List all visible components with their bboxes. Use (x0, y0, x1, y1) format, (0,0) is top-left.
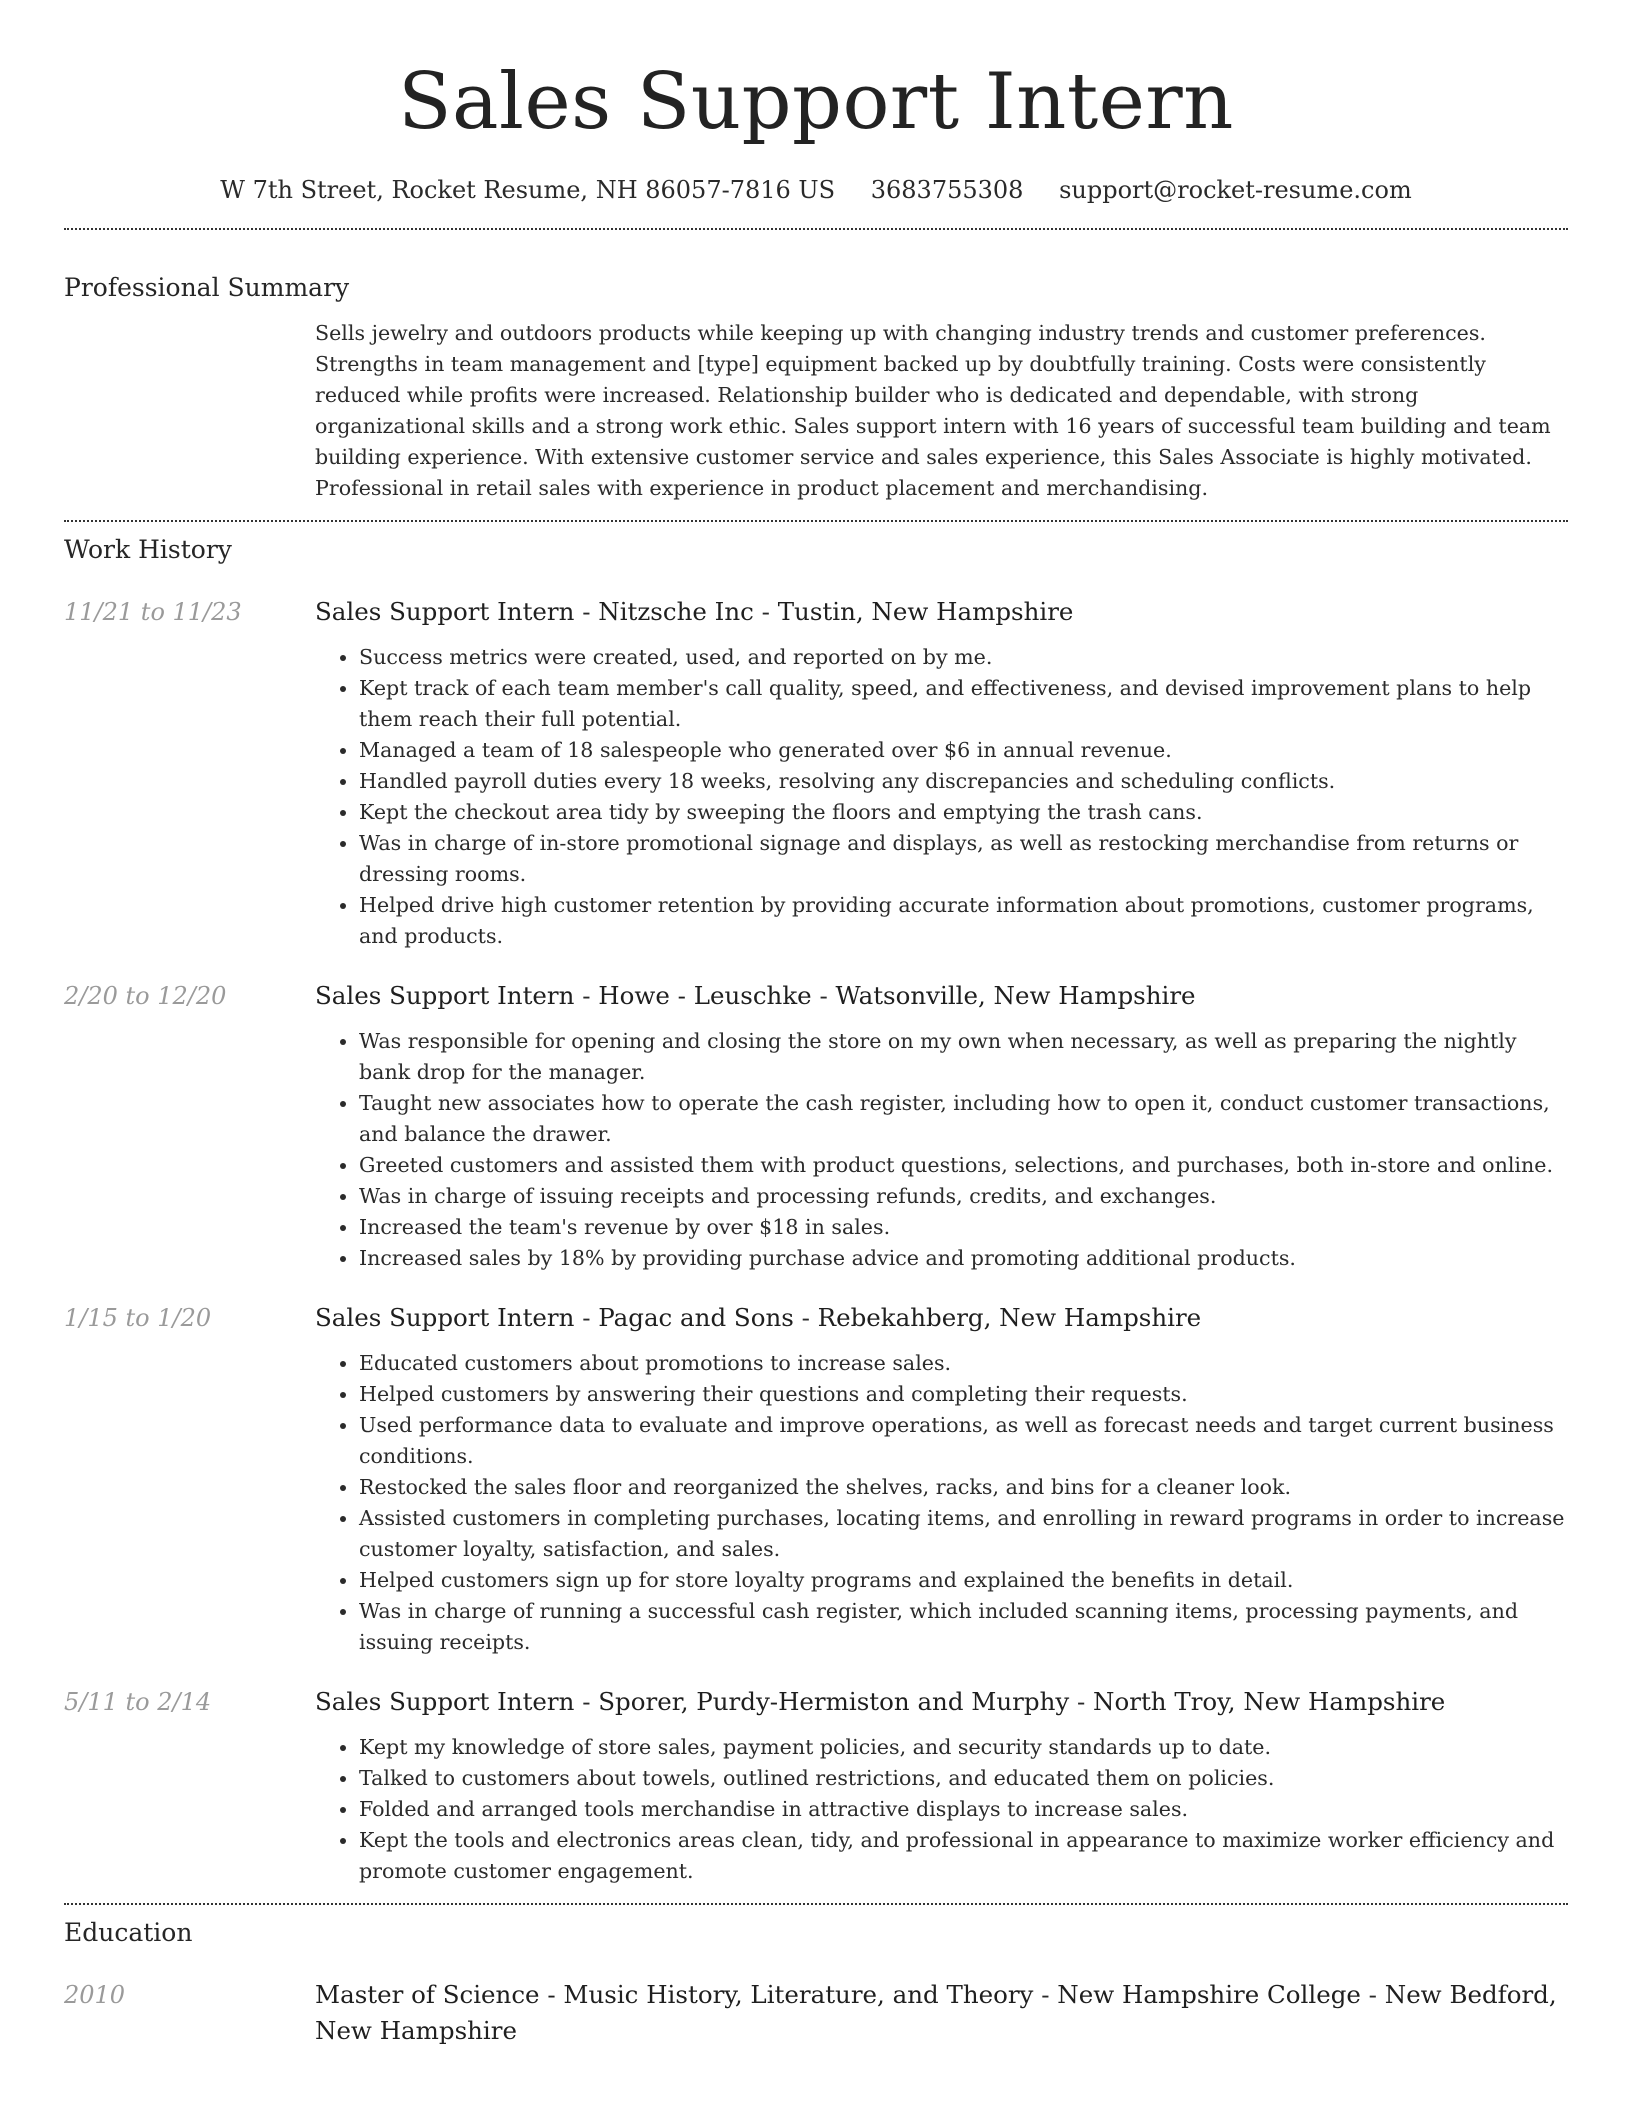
job-bullet: • Assisted customers in completing purchases, locating items, and enrolling in reward programs in order to increase customer loyalty, satisfaction, and sales. (359, 1503, 1568, 1565)
job-location: Tustin, New Hampshire (777, 597, 1074, 626)
job-bullet: • Kept track of each team member's call quality, speed, and effectiveness, and devised improvement plans to help them reach their full potential. (359, 673, 1568, 735)
summary-heading: Professional Summary (64, 273, 350, 302)
job-bullet: • Helped customers by answering their questions and completing their requests. (359, 1379, 1568, 1410)
job-bullet: • Kept the tools and electronics areas clean, tidy, and professional in appearance to maximize worker efficiency and promote customer engagement. (359, 1825, 1568, 1887)
contact-phone: 3683755308 (870, 176, 1024, 204)
job-heading (315, 1300, 1568, 1336)
job-bullets (315, 1348, 1568, 1658)
job-bullet: • Educated customers about promotions to increase sales. (359, 1348, 1568, 1379)
contact-line (64, 172, 1568, 208)
education-heading: Education (64, 1918, 193, 1947)
job-company: Pagac and Sons (598, 1303, 794, 1332)
job-role: Sales Support Intern (315, 981, 575, 1010)
education-entry (64, 1977, 1568, 2049)
job-bullets (315, 1026, 1568, 1274)
heading-separator: - (574, 597, 599, 626)
heading-separator: - (811, 981, 836, 1010)
job-heading (315, 1684, 1568, 1720)
education-divider (64, 1903, 1568, 1905)
job-bullet: • Was in charge of running a successful cash register, which included scanning items, processing payments, and issuing receipts. (359, 1596, 1568, 1658)
job-bullet: • Was responsible for opening and closing the store on my own when necessary, as well as preparing the nightly bank drop for the manager. (359, 1026, 1568, 1088)
heading-separator: - (753, 597, 778, 626)
job-bullet: • Increased the team's revenue by over $18 in sales. (359, 1212, 1568, 1243)
job-entry (64, 1684, 1568, 1887)
job-bullet: • Handled payroll duties every 18 weeks, resolving any discrepancies and scheduling conflicts. (359, 766, 1568, 797)
job-bullet: • Talked to customers about towels, outlined restrictions, and educated them on policies. (359, 1763, 1568, 1794)
heading-separator: - (574, 981, 599, 1010)
job-bullet: • Was in charge of issuing receipts and processing refunds, credits, and exchanges. (359, 1181, 1568, 1212)
job-date: 11/21 to 11/23 (64, 598, 242, 626)
job-bullet: • Helped drive high customer retention by providing accurate information about promotions, customer programs, and products. (359, 890, 1568, 952)
job-date: 1/15 to 1/20 (64, 1304, 212, 1332)
job-date: 5/11 to 2/14 (64, 1688, 212, 1716)
job-details (315, 1684, 1568, 1887)
header-divider (64, 228, 1568, 230)
job-company: Nitzsche Inc (598, 597, 754, 626)
job-bullets (315, 642, 1568, 952)
work-history-heading: Work History (64, 535, 232, 564)
job-bullet: • Kept the checkout area tidy by sweeping the floors and emptying the trash cans. (359, 797, 1568, 828)
education-school: New Hampshire College (1057, 1980, 1361, 2009)
job-bullet: • Increased sales by 18% by providing purchase advice and promoting additional products. (359, 1243, 1568, 1274)
job-role: Sales Support Intern (315, 1687, 575, 1716)
heading-separator: - (1033, 1980, 1058, 2009)
job-bullet: • Success metrics were created, used, and reported on by me. (359, 642, 1568, 673)
education-degree: Master of Science - Music History, Literature, and Theory (315, 1980, 1034, 2009)
job-entry (64, 1300, 1568, 1658)
job-bullet: • Folded and arranged tools merchandise in attractive displays to increase sales. (359, 1794, 1568, 1825)
heading-separator: - (574, 1303, 599, 1332)
job-company: Sporer, Purdy-Hermiston and Murphy (598, 1687, 1070, 1716)
job-details (315, 1300, 1568, 1658)
job-bullet: • Greeted customers and assisted them with product questions, selections, and purchases, both in-store and online. (359, 1150, 1568, 1181)
education-date: 2010 (64, 1981, 126, 2009)
job-location: Watsonville, New Hampshire (835, 981, 1196, 1010)
education-details (315, 1977, 1568, 2049)
heading-separator: - (1069, 1687, 1094, 1716)
job-role: Sales Support Intern (315, 1303, 575, 1332)
contact-email: support@rocket-resume.com (1059, 176, 1412, 204)
heading-separator: - (574, 1687, 599, 1716)
job-bullets (315, 1732, 1568, 1887)
job-company: Howe - Leuschke (598, 981, 812, 1010)
heading-separator: - (1360, 1980, 1385, 2009)
job-bullet: • Kept my knowledge of store sales, payment policies, and security standards up to date. (359, 1732, 1568, 1763)
job-bullet: • Helped customers sign up for store loyalty programs and explained the benefits in detail. (359, 1565, 1568, 1596)
job-bullet: • Restocked the sales floor and reorganized the shelves, racks, and bins for a cleaner look. (359, 1472, 1568, 1503)
job-bullet: • Used performance data to evaluate and improve operations, as well as forecast needs and target current business conditions. (359, 1410, 1568, 1472)
education-heading-line (315, 1977, 1568, 2049)
job-date: 2/20 to 12/20 (64, 982, 227, 1010)
job-heading (315, 978, 1568, 1014)
job-bullet: • Taught new associates how to operate the cash register, including how to open it, conduct customer transactions, and balance the drawer. (359, 1088, 1568, 1150)
contact-address: W 7th Street, Rocket Resume, NH 86057-7816 US (220, 176, 836, 204)
job-bullet: • Managed a team of 18 salespeople who generated over $6 in annual revenue. (359, 735, 1568, 766)
job-details (315, 978, 1568, 1274)
job-entry (64, 978, 1568, 1274)
job-heading (315, 594, 1568, 630)
work-divider (64, 520, 1568, 522)
job-entry (64, 594, 1568, 952)
heading-separator: - (793, 1303, 818, 1332)
education-location: New Bedford, New Hampshire (315, 1980, 1557, 2045)
job-bullet: • Was in charge of in-store promotional signage and displays, as well as restocking merchandise from returns or dressing rooms. (359, 828, 1568, 890)
job-role: Sales Support Intern (315, 597, 575, 626)
resume-name: Sales Support Intern (398, 57, 1234, 147)
job-details (315, 594, 1568, 952)
job-location: Rebekahberg, New Hampshire (817, 1303, 1202, 1332)
job-location: North Troy, New Hampshire (1093, 1687, 1446, 1716)
summary-text: Sells jewelry and outdoors products while keeping up with changing industry trends and customer preferences. Strengths in team management and [type] equipment backed up by doubtfully training. Costs were consistently reduced while profits were increased. Relationship builder who is dedicated and dependable, with strong organizational skills and a strong work ethic. Sales support intern with 16 years of successful team building and team building experience. With extensive customer service and sales experience, this Sales Associate is highly motivated. Professional in retail sales with experience in product placement and merchandising. (315, 321, 1551, 500)
